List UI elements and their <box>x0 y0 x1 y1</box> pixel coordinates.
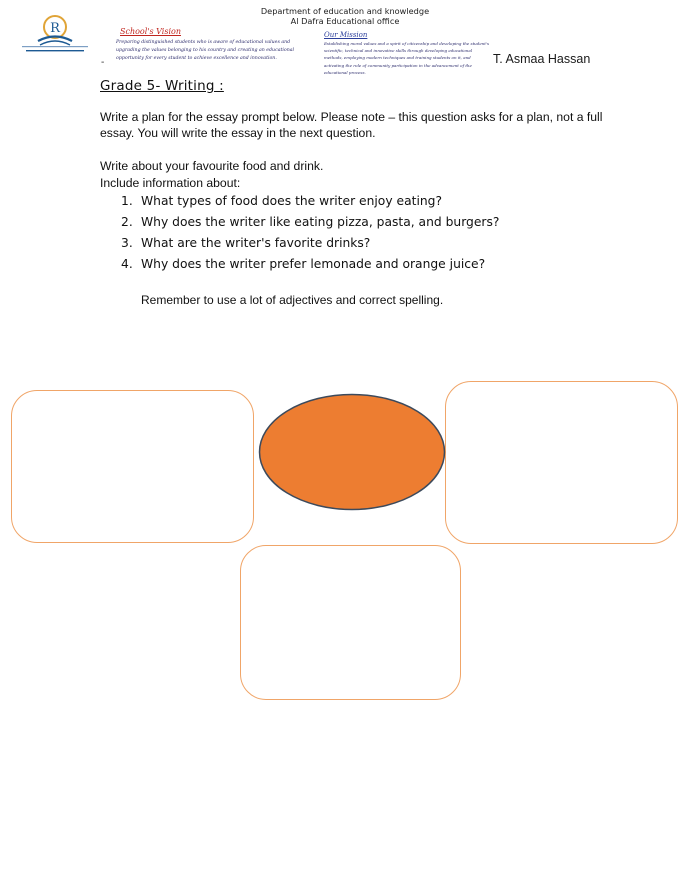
page-title: Grade 5- Writing : <box>100 78 224 94</box>
question-number: 4. <box>121 257 133 271</box>
list-item <box>121 254 499 275</box>
organizer-box-right[interactable] <box>445 381 678 544</box>
question-number: 2. <box>121 215 133 229</box>
list-item <box>121 212 499 233</box>
question-list <box>121 191 499 275</box>
office-name: Al Dafra Educational office <box>290 16 400 26</box>
teacher-name: T. Asmaa Hassan <box>493 52 591 66</box>
logo-caption-line <box>18 44 92 55</box>
school-logo <box>22 10 88 66</box>
vision-title: School's Vision <box>120 27 181 36</box>
organizer-box-left[interactable] <box>11 390 254 543</box>
list-item <box>121 233 499 254</box>
question-number: 1. <box>121 194 133 208</box>
essay-prompt: Write about your favourite food and drink. <box>100 159 324 173</box>
vision-text: Preparing distinguished students who is aware of educational values and upgrading the values belonging to his country and creating an educational opportunity for every student to achieve excellence and innovation. <box>116 40 295 61</box>
logo-letter: R <box>50 21 60 36</box>
question-text: What types of food does the writer enjoy eating? <box>141 194 442 208</box>
question-text: Why does the writer like eating pizza, pasta, and burgers? <box>141 215 500 229</box>
include-label: Include information about: <box>100 176 241 190</box>
header-dash: - <box>101 57 105 68</box>
department-header <box>0 6 690 26</box>
question-text: What are the writer's favorite drinks? <box>141 236 371 250</box>
question-number: 3. <box>121 236 133 250</box>
instruction-text: Write a plan for the essay prompt below. Please note – this question asks for a plan, not a full essay. You will write the essay in the next question. <box>100 110 603 140</box>
department-name: Department of education and knowledge <box>260 6 430 16</box>
organizer-center-oval[interactable] <box>258 393 446 511</box>
mission-title: Our Mission <box>324 31 368 39</box>
list-item <box>121 191 499 212</box>
reminder-text: Remember to use a lot of adjectives and correct spelling. <box>141 293 444 307</box>
organizer-box-bottom[interactable] <box>240 545 461 700</box>
question-text: Why does the writer prefer lemonade and orange juice? <box>141 257 486 271</box>
mission-text: Establishing moral values and a spirit of citizenship and developing the student's scientific, technical and innovative skills through developing educational methods, employing modern techniques and training students on it, and activating the role of community participation in the advancement of the educational process. <box>324 41 490 75</box>
